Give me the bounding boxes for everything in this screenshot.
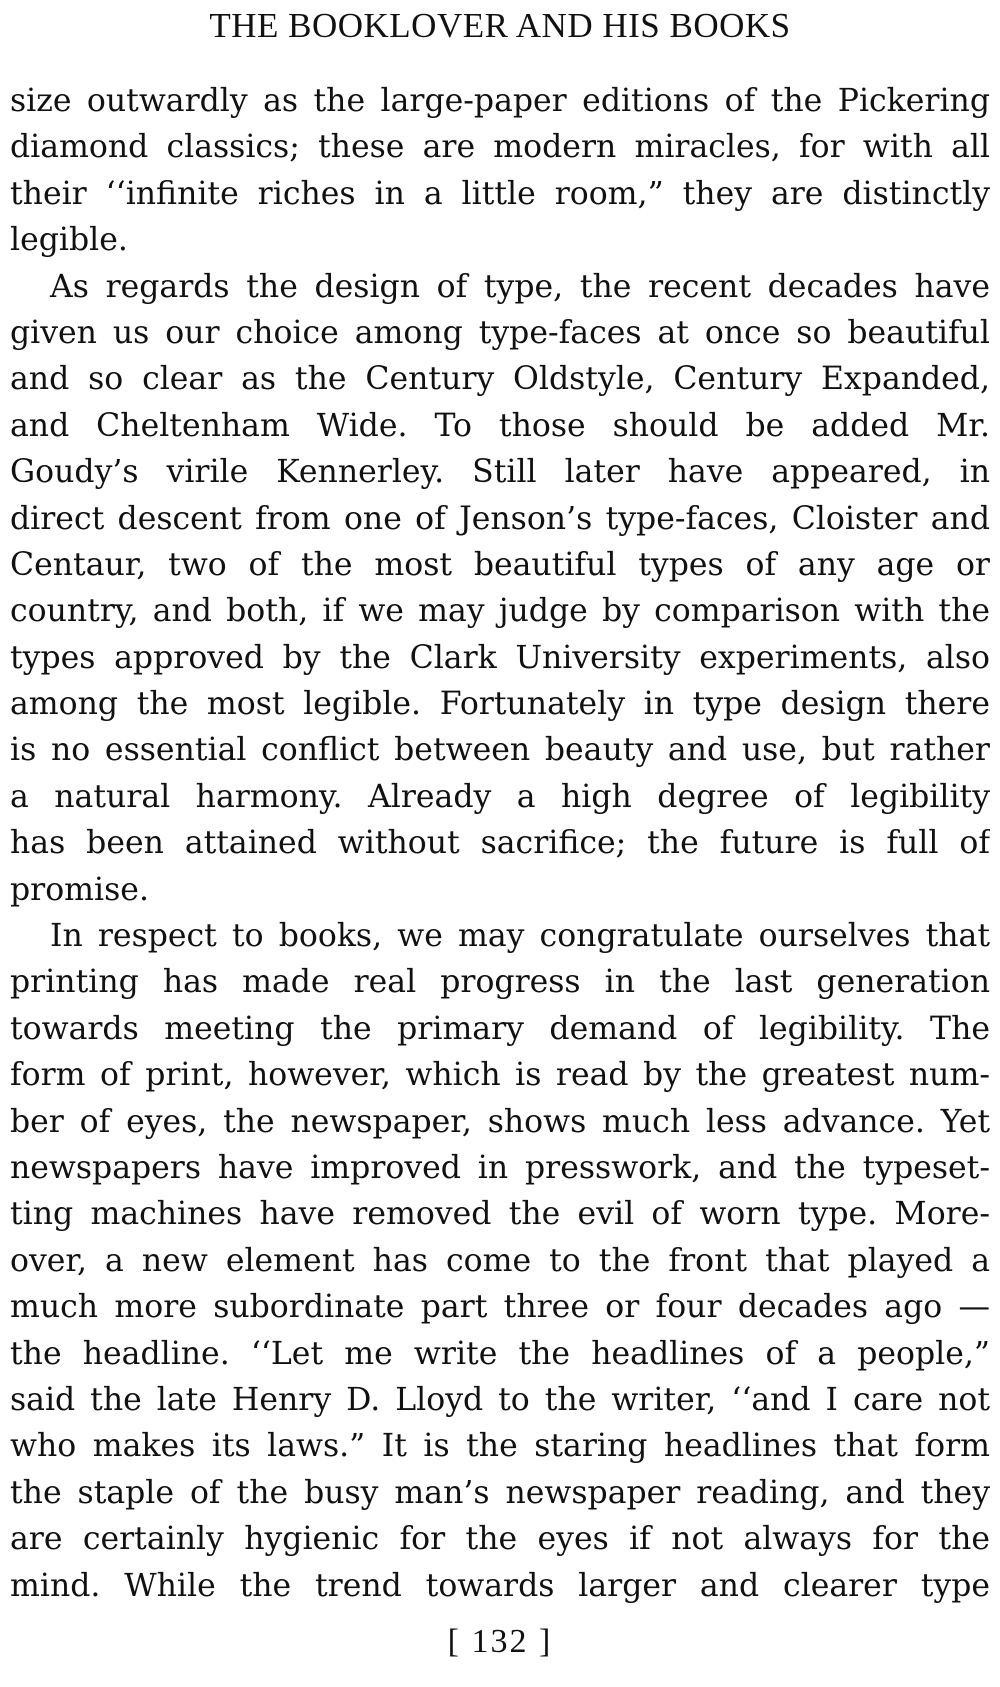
- text-line: are certainly hygienic for the eyes if not always for the: [10, 1521, 990, 1558]
- running-head: THE BOOKLOVER AND HIS BOOKS: [209, 6, 791, 45]
- text-line: Goudy’s virile Kennerley. Still later have appeared, in: [10, 454, 990, 491]
- text-line: types approved by the Clark University experiments, also: [10, 639, 990, 676]
- text-line: and so clear as the Century Oldstyle, Century Expanded,: [10, 361, 990, 398]
- text-line: the headline. ‘‘Let me write the headlines of a people,”: [10, 1335, 990, 1372]
- text-line: over, a new element has come to the front that played a: [10, 1242, 990, 1279]
- paragraph-start-line: As regards the design of type, the recent decades have: [50, 268, 990, 305]
- text-line: printing has made real progress in the last generation: [10, 964, 990, 1001]
- text-line: among the most legible. Fortunately in type design there: [10, 686, 990, 723]
- text-line: much more subordinate part three or four decades ago —: [10, 1289, 990, 1326]
- text-line: country, and both, if we may judge by comparison with the: [10, 593, 990, 630]
- text-line: towards meeting the primary demand of legibility. The: [10, 1010, 990, 1047]
- text-line: newspapers have improved in presswork, and the typeset-: [10, 1149, 990, 1186]
- text-line: said the late Henry D. Lloyd to the writer, ‘‘and I care not: [10, 1381, 990, 1418]
- body-text: [10, 78, 990, 1609]
- text-line: and Cheltenham Wide. To those should be added Mr.: [10, 407, 990, 444]
- text-line: mind. While the trend towards larger and clearer type: [10, 1567, 990, 1604]
- text-line: ting machines have removed the evil of worn type. More-: [10, 1196, 990, 1233]
- text-line: their ‘‘infinite riches in a little room,” they are distinctly: [10, 175, 990, 212]
- text-line: Centaur, two of the most beautiful types of any age or: [10, 546, 990, 583]
- text-line: promise.: [10, 871, 149, 908]
- text-line: form of print, however, which is read by the greatest num-: [10, 1057, 990, 1094]
- text-line: diamond classics; these are modern miracles, for with all: [10, 129, 990, 166]
- page-number: [ 132 ]: [447, 1623, 553, 1660]
- text-line: who makes its laws.” It is the staring headlines that form: [10, 1428, 990, 1465]
- book-page: [10, 0, 990, 1687]
- text-line: direct descent from one of Jenson’s type-faces, Cloister and: [10, 500, 990, 537]
- text-line: has been attained without sacrifice; the future is full of: [10, 825, 990, 862]
- text-line: ber of eyes, the newspaper, shows much less advance. Yet: [10, 1103, 990, 1140]
- text-line: legible.: [10, 222, 128, 259]
- text-line: size outwardly as the large-paper editions of the Pickering: [10, 83, 990, 119]
- text-line: given us our choice among type-faces at once so beautiful: [10, 314, 990, 351]
- text-line: the staple of the busy man’s newspaper reading, and they: [10, 1474, 990, 1511]
- text-line: is no essential conflict between beauty and use, but rather: [10, 732, 990, 769]
- paragraph-start-line: In respect to books, we may congratulate ourselves that: [50, 918, 990, 955]
- text-line: a natural harmony. Already a high degree of legibility: [10, 778, 990, 815]
